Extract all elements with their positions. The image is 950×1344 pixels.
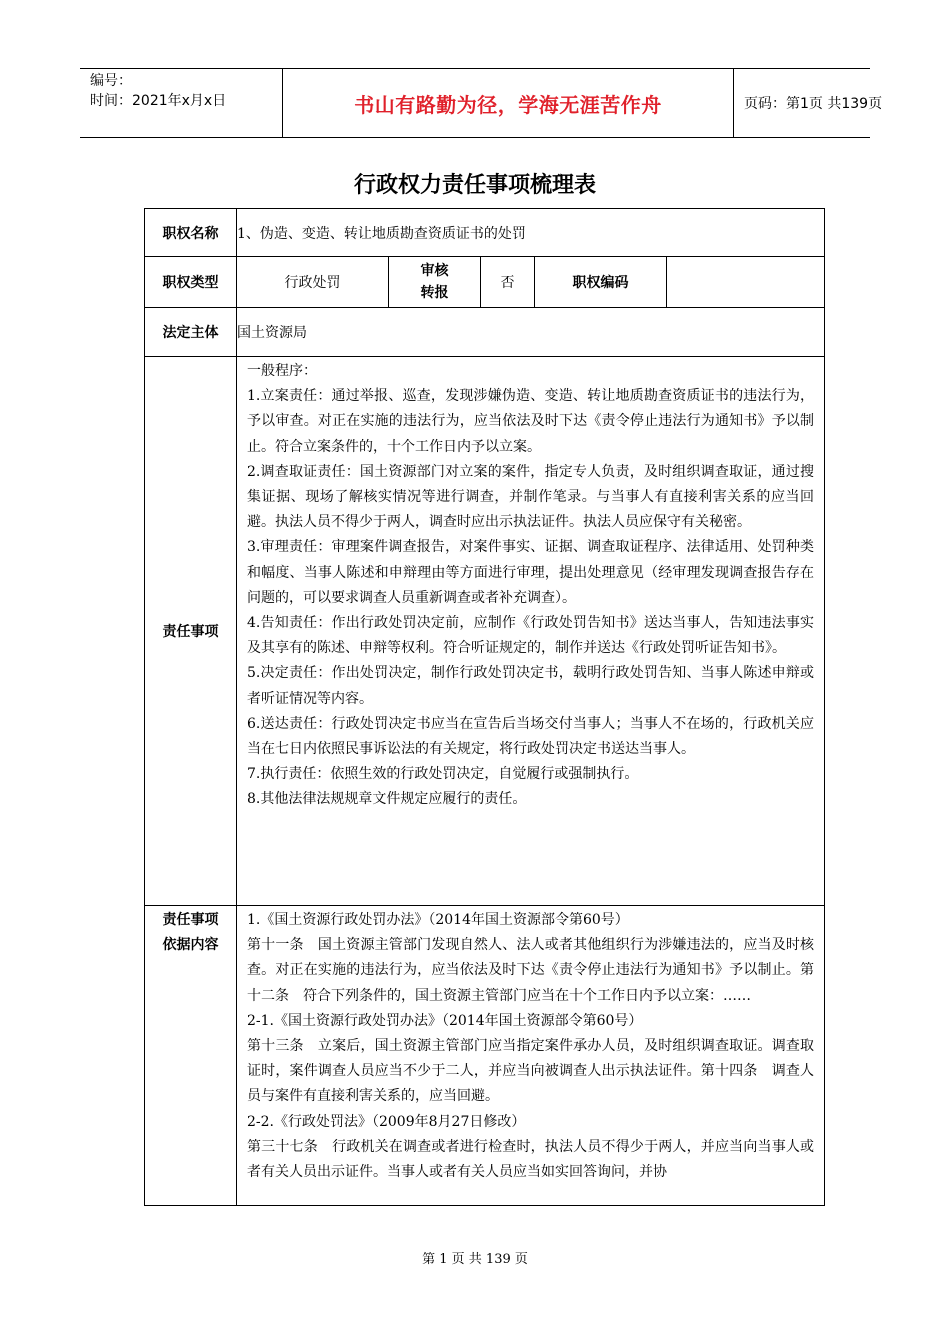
basis-label-line2: 依据内容 (162, 937, 219, 953)
name-label: 职权名称 (145, 209, 237, 257)
subject-label: 法定主体 (145, 308, 237, 357)
document-title: 行政权力责任事项梳理表 (353, 173, 596, 198)
review-label-line2: 转报 (420, 285, 449, 301)
review-value: 否 (481, 257, 535, 308)
duty-item: 7.执行责任：依照生效的行政处罚决定，自觉履行或强制执行。 (247, 766, 639, 783)
basis-item: 第十一条 国土资源主管部门发现自然人、法人或者其他组织行为涉嫌违法的，应当及时核查。对正在实施的违法行为，应当依法及时下达《责令停止违法行为通知书》予以制止。第十二条 符合下列条件的，国土资源主管部门应当在十个工作日内予以立案：…… (247, 937, 815, 1004)
type-value: 行政处罚 (237, 257, 389, 308)
basis-label-line1: 责任事项 (162, 912, 219, 928)
review-label (389, 257, 481, 308)
row-type (145, 257, 825, 308)
duty-item: 一般程序： (247, 363, 317, 379)
responsibility-table (144, 208, 825, 1206)
header-meta (80, 69, 282, 137)
row-duties (145, 357, 825, 906)
duty-item: 6.送达责任：行政处罚决定书应当在宣告后当场交付当事人；当事人不在场的，行政机关应当在七日内依照民事诉讼法的有关规定，将行政处罚决定书送达当事人。 (247, 715, 815, 758)
duty-item: 1.立案责任：通过举报、巡查，发现涉嫌伪造、变造、转让地质勘查资质证书的违法行为，予以审查。对正在实施的违法行为，应当依法及时下达《责令停止违法行为通知书》予以制止。符合立案条件的，十个工作日内予以立案。 (247, 388, 815, 455)
header-page-info: 页码：第1页 共139页 (744, 96, 883, 112)
basis-label (145, 906, 237, 1206)
header-time: 时间：2021年x月x日 (90, 93, 227, 109)
code-value (667, 257, 825, 308)
duty-item: 2.调查取证责任：国土资源部门对立案的案件，指定专人负责，及时组织调查取证，通过搜集证据、现场了解核实情况等进行调查，并制作笔录。与当事人有直接利害关系的应当回避。执法人员不得少于两人，调查时应出示执法证件。执法人员应保守有关秘密。 (247, 463, 815, 531)
duty-item: 8.其他法律法规规章文件规定应履行的责任。 (247, 791, 527, 808)
duty-label: 责任事项 (145, 357, 237, 906)
name-value: 1、伪造、变造、转让地质勘查资质证书的处罚 (237, 209, 825, 257)
page-footer: 第 1 页 共 139 页 (422, 1252, 528, 1267)
subject-value: 国土资源局 (237, 308, 825, 357)
type-label: 职权类型 (145, 257, 237, 308)
basis-item: 2-2.《行政处罚法》（2009年8月27日修改） (247, 1113, 526, 1130)
review-label-line1: 审核 (420, 263, 449, 279)
row-basis (145, 906, 825, 1206)
basis-item: 第三十七条 行政机关在调查或者进行检查时，执法人员不得少于两人，并应当向当事人或者有关人员出示证件。当事人或者有关人员应当如实回答询问，并协 (247, 1138, 815, 1181)
basis-item: 第十三条 立案后，国土资源主管部门应当指定案件承办人员，及时组织调查取证。调查取证时，案件调查人员应当不少于二人，并应当向被调查人出示执法证件。第十四条 调查人员与案件有直接利害关系的，应当回避。 (247, 1038, 815, 1105)
duty-item: 3.审理责任：审理案件调查报告，对案件事实、证据、调查取证程序、法律适用、处罚种类和幅度、当事人陈述和申辩理由等方面进行审理，提出处理意见（经审理发现调查报告存在问题的，可以要求调查人员重新调查或者补充调查）。 (247, 539, 815, 606)
duty-content (237, 357, 825, 906)
basis-item: 2-1.《国土资源行政处罚办法》（2014年国土资源部令第60号） (247, 1012, 643, 1029)
row-name (145, 209, 825, 257)
row-subject (145, 308, 825, 357)
header-motto: 书山有路勤为径，学海无涯苦作舟 (282, 69, 734, 137)
basis-content (237, 906, 825, 1206)
code-label: 职权编码 (535, 257, 667, 308)
duty-item: 4.告知责任：作出行政处罚决定前，应制作《行政处罚告知书》送达当事人，告知违法事实及其享有的陈述、申辩等权利。符合听证规定的，制作并送达《行政处罚听证告知书》。 (247, 615, 815, 657)
header-number: 编号： (90, 73, 132, 89)
basis-item: 1.《国土资源行政处罚办法》（2014年国土资源部令第60号） (247, 912, 629, 928)
page-header (80, 68, 883, 138)
duty-item: 5.决定责任：作出处罚决定，制作行政处罚决定书，载明行政处罚告知、当事人陈述申辩或者听证情况等内容。 (247, 665, 815, 707)
